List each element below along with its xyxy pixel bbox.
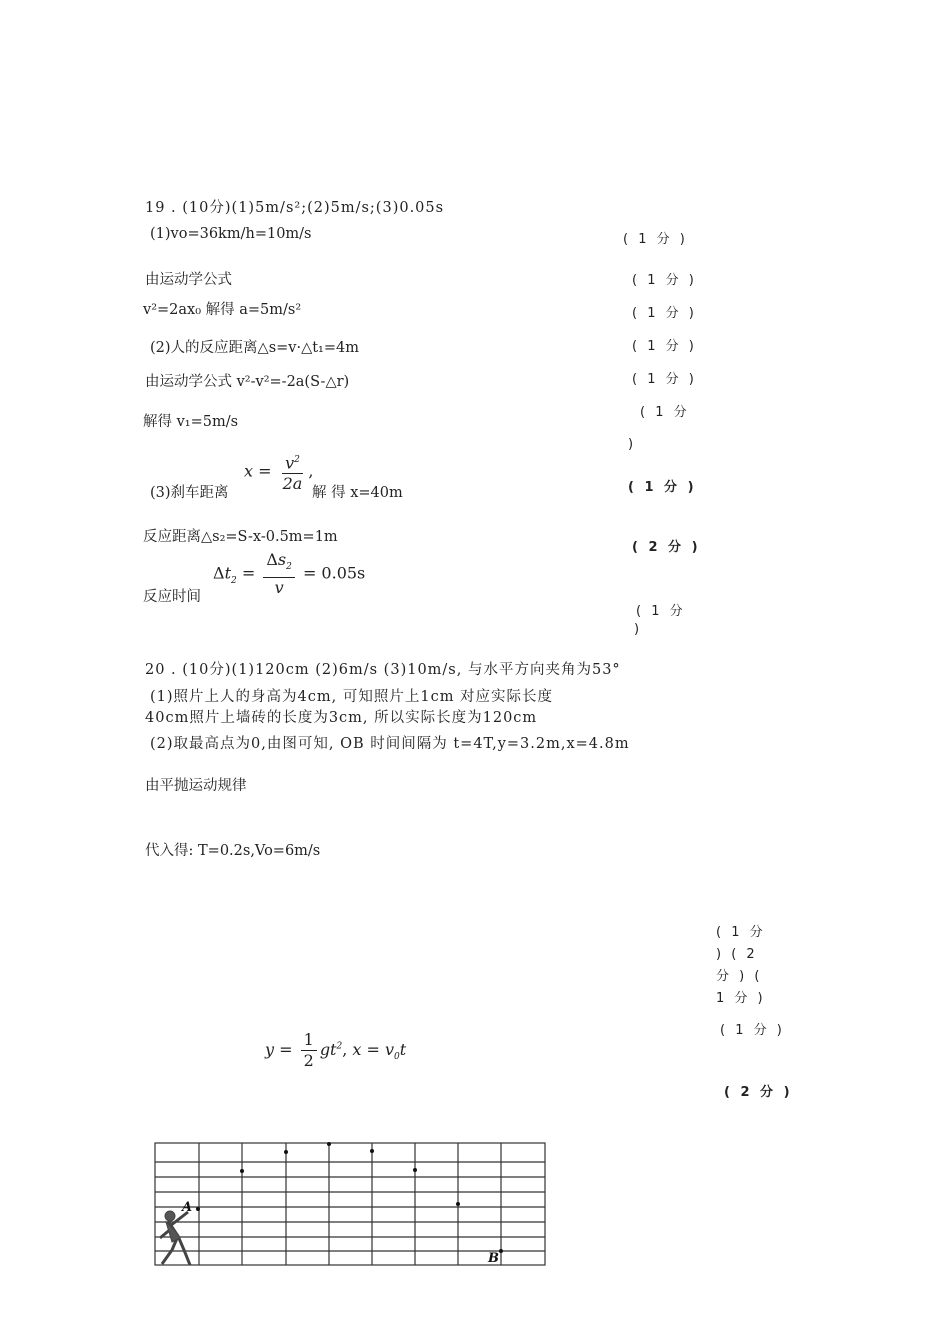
q19-line7-prefix: (3)刹车距离	[150, 485, 229, 501]
ball-point	[370, 1149, 374, 1153]
ball-point	[196, 1207, 200, 1211]
q20-line4: 由平抛运动规律	[145, 778, 247, 794]
q20-header: 20 . (10分)(1)120cm (2)6m/s (3)10m/s, 与水平方向夹角为53°	[145, 662, 621, 678]
q20-line3: (2)取最高点为0,由图可知, OB 时间间隔为 t=4T,y=3.2m,x=4.8m	[150, 736, 630, 752]
q20-score-r1: ( 1 分	[716, 925, 766, 940]
ball-point	[240, 1169, 244, 1173]
q20-score-r2: ) ( 2	[716, 947, 758, 962]
q19-line3: v²=2ax₀ 解得 a=5m/s²	[143, 302, 302, 318]
q20-line5: 代入得: T=0.2s,Vo=6m/s	[145, 843, 321, 859]
q20-score-r3: 分 ) (	[716, 969, 763, 984]
q20-score-r5: ( 1 分 )	[720, 1023, 785, 1038]
ball-point	[327, 1142, 331, 1146]
q19-score-1f-a: ( 1 分	[640, 405, 690, 420]
ball-point	[456, 1202, 460, 1206]
label-b: B	[488, 1251, 499, 1266]
q20-line2: 40cm照片上墙砖的长度为3cm, 所以实际长度为120cm	[145, 710, 538, 726]
q20-score-r4: 1 分 )	[716, 991, 766, 1006]
q19-score-1f-b: )	[628, 437, 637, 452]
q19-line7-suffix: 解 得 x=40m	[312, 485, 403, 501]
q20-score-r6: ( 2 分 )	[724, 1085, 793, 1100]
q19-score-last-a: ( 1 分	[636, 604, 686, 619]
q19-score-1e: ( 1 分 )	[632, 372, 697, 387]
q19-score-1b: ( 1 分 )	[632, 273, 697, 288]
ball-point	[499, 1249, 503, 1253]
label-a: A	[182, 1200, 193, 1215]
q19-line6: 解得 v₁=5m/s	[143, 414, 239, 430]
q19-line8: 反应距离△s₂=S-x-0.5m=1m	[143, 529, 338, 545]
ball-point	[284, 1150, 288, 1154]
reaction-time-formula: $\Delta t_2$ = $\frac{\Delta s_2}{v}$ = 0.05s	[213, 550, 366, 598]
q19-line5: 由运动学公式 v²-v²=-2a(S-△r)	[145, 374, 350, 390]
thrower-figure	[160, 1211, 190, 1265]
projectile-grid-figure	[150, 1138, 550, 1268]
braking-distance-formula: x = $\frac{v^2}{2a}$ ,	[244, 450, 313, 494]
q19-line1: (1)vo=36km/h=10m/s	[150, 226, 312, 242]
q19-score-1d: ( 1 分 )	[632, 339, 697, 354]
q19-line2: 由运动学公式	[145, 272, 232, 288]
grid-lines	[155, 1143, 545, 1265]
q19-score-1c: ( 1 分 )	[632, 306, 697, 321]
q19-line9: 反应时间	[143, 589, 201, 605]
q19-header: 19 . (10分)(1)5m/s²;(2)5m/s;(3)0.05s	[145, 200, 445, 216]
q19-score-1a: ( 1 分 )	[623, 232, 688, 247]
projectile-formula: y = $\frac{1}{2}$ $gt^2$, $x = v_0t$	[265, 1030, 407, 1070]
q19-line4: (2)人的反应距离△s=v·△t₁=4m	[150, 340, 359, 356]
q20-line1: (1)照片上人的身高为4cm, 可知照片上1cm 对应实际长度	[150, 689, 554, 705]
q19-score-last-b: )	[634, 622, 643, 637]
ball-point	[413, 1168, 417, 1172]
q19-score-1g: ( 1 分 )	[628, 480, 697, 495]
q19-score-2: ( 2 分 )	[632, 540, 701, 555]
